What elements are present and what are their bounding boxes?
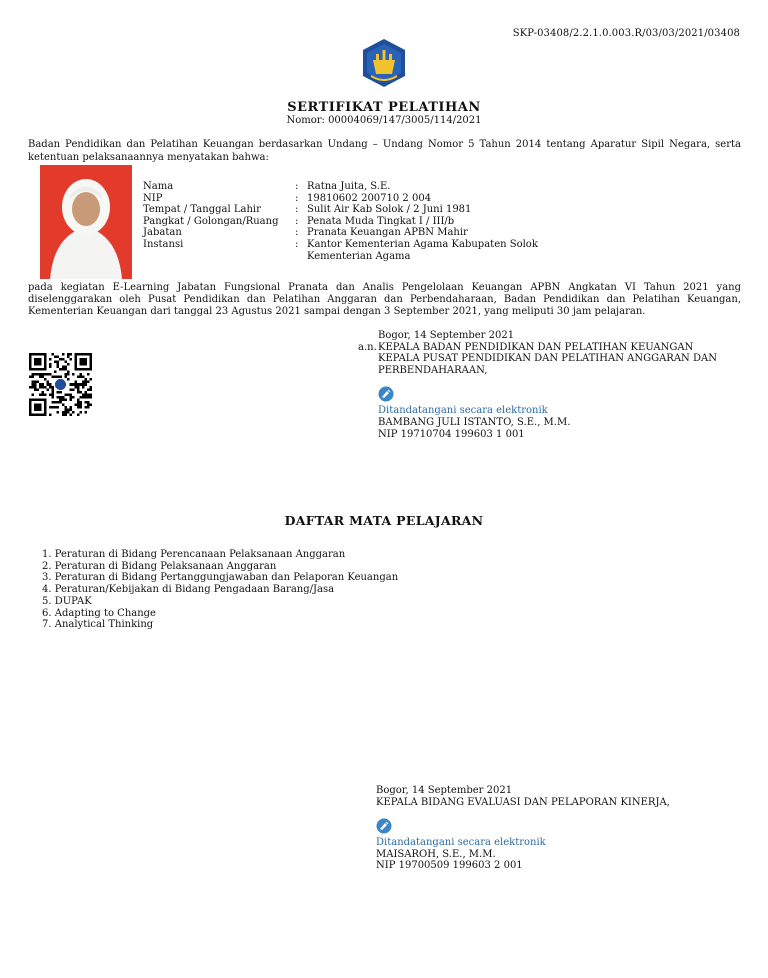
participant-field-separator: : [295, 192, 299, 204]
signature-position-line-3: PERBENDAHARAAN, [378, 364, 488, 376]
signer-name: MAISAROH, S.E., M.M. [376, 848, 496, 860]
subject-item: 4. Peraturan/Kebijakan di Bidang Pengadaan Barang/Jasa [42, 584, 335, 596]
signer-name: BAMBANG JULI ISTANTO, S.E., M.M. [378, 416, 571, 428]
participant-field-separator: : [295, 238, 299, 250]
participant-field-label: NIP [143, 192, 163, 204]
participant-field-value: Penata Muda Tingkat I / III/b [307, 215, 455, 227]
subject-item: 2. Peraturan di Bidang Pelaksanaan Anggaran [42, 560, 277, 572]
participant-photo-graphic [40, 165, 132, 279]
signature-place-date: Bogor, 14 September 2021 [376, 785, 513, 796]
signature-block-head [358, 330, 748, 440]
signature-place-date: Bogor, 14 September 2021 [378, 330, 515, 341]
participant-row [143, 181, 607, 193]
signature-position: KEPALA BIDANG EVALUASI DAN PELAPORAN KINERJA, [376, 796, 670, 808]
subject-item: 7. Analytical Thinking [42, 619, 154, 631]
signature-position-line-1: KEPALA BADAN PENDIDIKAN DAN PELATIHAN KEUANGAN [378, 341, 694, 353]
subjects-title: DAFTAR MATA PELAJARAN [284, 513, 484, 528]
esign-label: Ditandatangani secara elektronik [376, 837, 546, 849]
signer-nip: NIP 19700509 199603 2 001 [376, 860, 523, 872]
electronic-signature-icon [378, 386, 394, 402]
training-description: pada kegiatan E-Learning Jabatan Fungsional Pranata dan Analis Pengelolaan Keuangan APBN Angkatan VI Tahun 2021 yang diselenggarakan oleh Pusat Pendidikan dan Pelatihan Anggaran dan Perbendaharaan, Badan Pendidikan dan Pelatihan Keuangan, Kementerian Keuangan dari tanggal 23 Agustus 2021 sampai dengan 3 September 2021, yang meliputi 30 jam pelajaran. [28, 282, 741, 317]
participant-photo [40, 165, 132, 279]
document-reference-number: SKP-03408/2.2.1.0.003.R/03/03/2021/03408 [512, 28, 740, 39]
participant-field-separator [295, 251, 307, 263]
electronic-signature-icon [376, 818, 392, 834]
participant-details [143, 181, 607, 262]
signature-position-line-2: KEPALA PUSAT PENDIDIKAN DAN PELATIHAN ANGGARAN DAN [378, 353, 717, 365]
participant-field-value: 19810602 200710 2 004 [307, 192, 432, 204]
qr-code-icon [29, 353, 92, 416]
subject-item: 3. Peraturan di Bidang Pertanggungjawaban dan Pelaporan Keuangan [42, 572, 399, 584]
subject-item: 1. Peraturan di Bidang Perencanaan Pelaksanaan Anggaran [42, 549, 346, 560]
participant-field-label: Pangkat / Golongan/Ruang [143, 215, 279, 227]
subject-item: 5. DUPAK [42, 595, 92, 607]
participant-field-label: Instansi [143, 238, 184, 250]
participant-field-label [143, 251, 295, 263]
participant-field-separator: : [295, 204, 299, 216]
participant-row [143, 216, 607, 228]
participant-row [143, 251, 607, 263]
participant-field-separator: : [295, 227, 299, 239]
subject-item: 6. Adapting to Change [42, 607, 156, 619]
participant-field-value: Ratna Juita, S.E. [307, 181, 391, 192]
participant-field-value: Kementerian Agama [307, 250, 411, 262]
participant-field-label: Tempat / Tanggal Lahir [143, 204, 261, 216]
participant-row [143, 227, 607, 239]
participant-row [143, 204, 607, 216]
signer-nip: NIP 19710704 199603 1 001 [378, 428, 525, 440]
participant-field-separator: : [295, 181, 299, 192]
ministry-emblem-icon [359, 38, 409, 88]
participant-field-separator: : [295, 215, 299, 227]
participant-field-value: Sulit Air Kab Solok / 2 Juni 1981 [307, 204, 472, 216]
participant-field-label: Nama [143, 181, 174, 192]
esign-label: Ditandatangani secara elektronik [378, 405, 548, 417]
participant-row [143, 239, 607, 251]
participant-field-value: Kantor Kementerian Agama Kabupaten Solok [307, 238, 538, 250]
signature-block-evaluation [376, 785, 756, 872]
intro-paragraph: Badan Pendidikan dan Pelatihan Keuangan berdasarkan Undang – Undang Nomor 5 Tahun 2014 tentang Aparatur Sipil Negara, serta ketentuan pelaksanaannya menyatakan bahwa: [28, 139, 741, 163]
subjects-list [28, 549, 398, 631]
signature-an-label: a.n. [358, 341, 377, 353]
certificate-number: Nomor: 00004069/147/3005/114/2021 [286, 115, 482, 126]
participant-row [143, 193, 607, 205]
certificate-title: SERTIFIKAT PELATIHAN [287, 100, 481, 115]
participant-field-label: Jabatan [143, 227, 182, 239]
participant-field-value: Pranata Keuangan APBN Mahir [307, 227, 468, 239]
